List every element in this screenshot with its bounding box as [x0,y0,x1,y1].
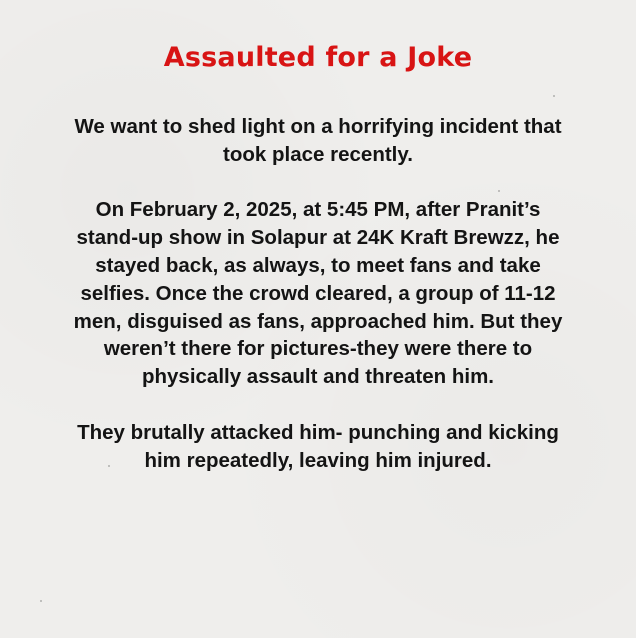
page-title: Assaulted for a Joke [163,42,473,73]
paper-speck [553,95,555,97]
post-body [70,113,566,474]
paper-speck [40,600,42,602]
attack-paragraph: They brutally attacked him- punching and kicking him repeatedly, leaving him injured. [77,420,559,472]
incident-paragraph: On February 2, 2025, at 5:45 PM, after Pranit’s stand-up show in Solapur at 24K Kraft Brewzz, he stayed back, as always, to meet fans and take selfies. Once the crowd cleared, a group of 11-12 men, disguised as fans, approached him. But they weren’t there for pictures-they were there to physically assault and threaten him. [73,198,563,389]
intro-paragraph: We want to shed light on a horrifying incident that took place recently. [74,115,562,166]
